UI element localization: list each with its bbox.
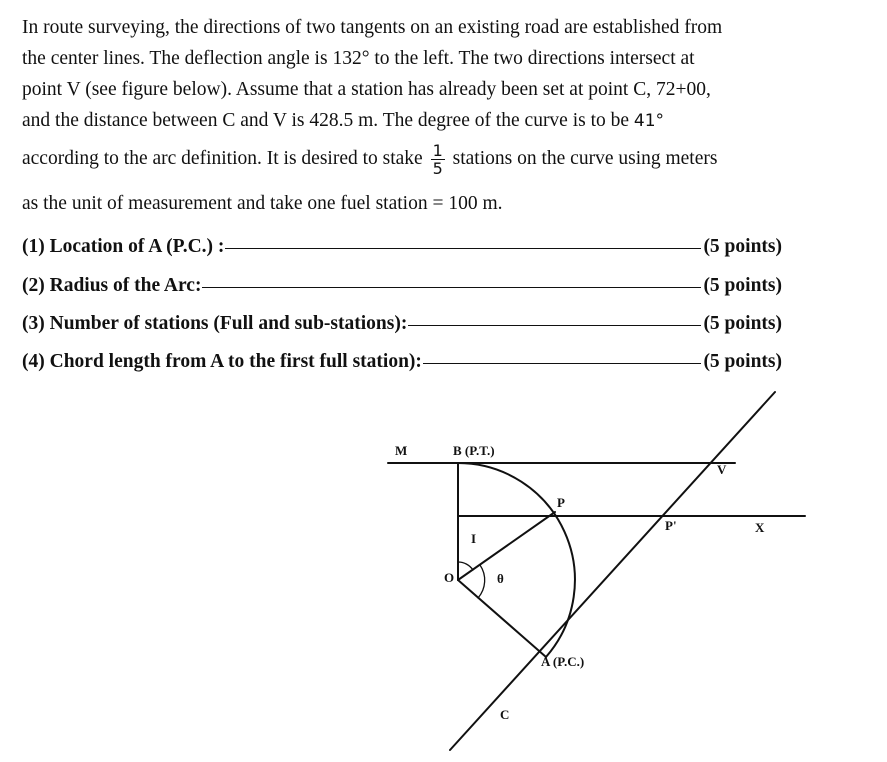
problem-line-3: point V (see figure below). Assume that a station has already been set at point C, 72+00, [22,79,711,100]
label-x: X [755,520,765,535]
question-3-points: (5 points) [703,313,782,334]
problem-line-4-text: and the distance between C and V is 428.5 m. The degree of the curve is to be [22,110,630,131]
question-4-points: (5 points) [703,351,782,372]
curve-degree-value: 41° [633,111,665,131]
label-m: M [395,443,408,458]
label-p: P [557,495,565,510]
label-v: V [717,462,727,477]
angle-i-arc [458,562,473,570]
question-1-points: (5 points) [703,236,782,257]
problem-line-5-after: stations on the curve using meters [452,147,718,169]
problem-line-5-before: according to the arc definition. It is desired to stake [22,147,423,169]
question-2-points: (5 points) [703,275,782,296]
problem-line-1: In route surveying, the directions of two tangents on an existing road are established from [22,17,723,38]
curve-arc [458,463,575,657]
question-3-label: (3) Number of stations (Full and sub-stations): [22,313,408,334]
radius-oa [458,580,546,657]
label-p-prime: P' [665,518,677,533]
problem-line-6-text: as the unit of measurement and take one fuel station = 100 m. [22,193,503,214]
label-c: C [500,707,510,722]
problem-line-2: the center lines. The deflection angle is 132° to the left. The two directions intersect at [22,48,695,69]
label-o: O [444,570,455,585]
fraction-numerator: 1 [432,141,443,160]
label-a-pc: A (P.C.) [541,654,585,669]
label-i: I [471,531,477,546]
question-2-label: (2) Radius of the Arc: [22,275,202,296]
question-4-label: (4) Chord length from A to the first full station): [22,351,422,372]
question-1-label: (1) Location of A (P.C.) : [22,236,225,257]
label-theta: θ [497,571,504,586]
angle-theta-arc [478,565,485,598]
fraction-denominator: 5 [432,159,443,178]
label-b-pt: B (P.T.) [453,443,495,458]
